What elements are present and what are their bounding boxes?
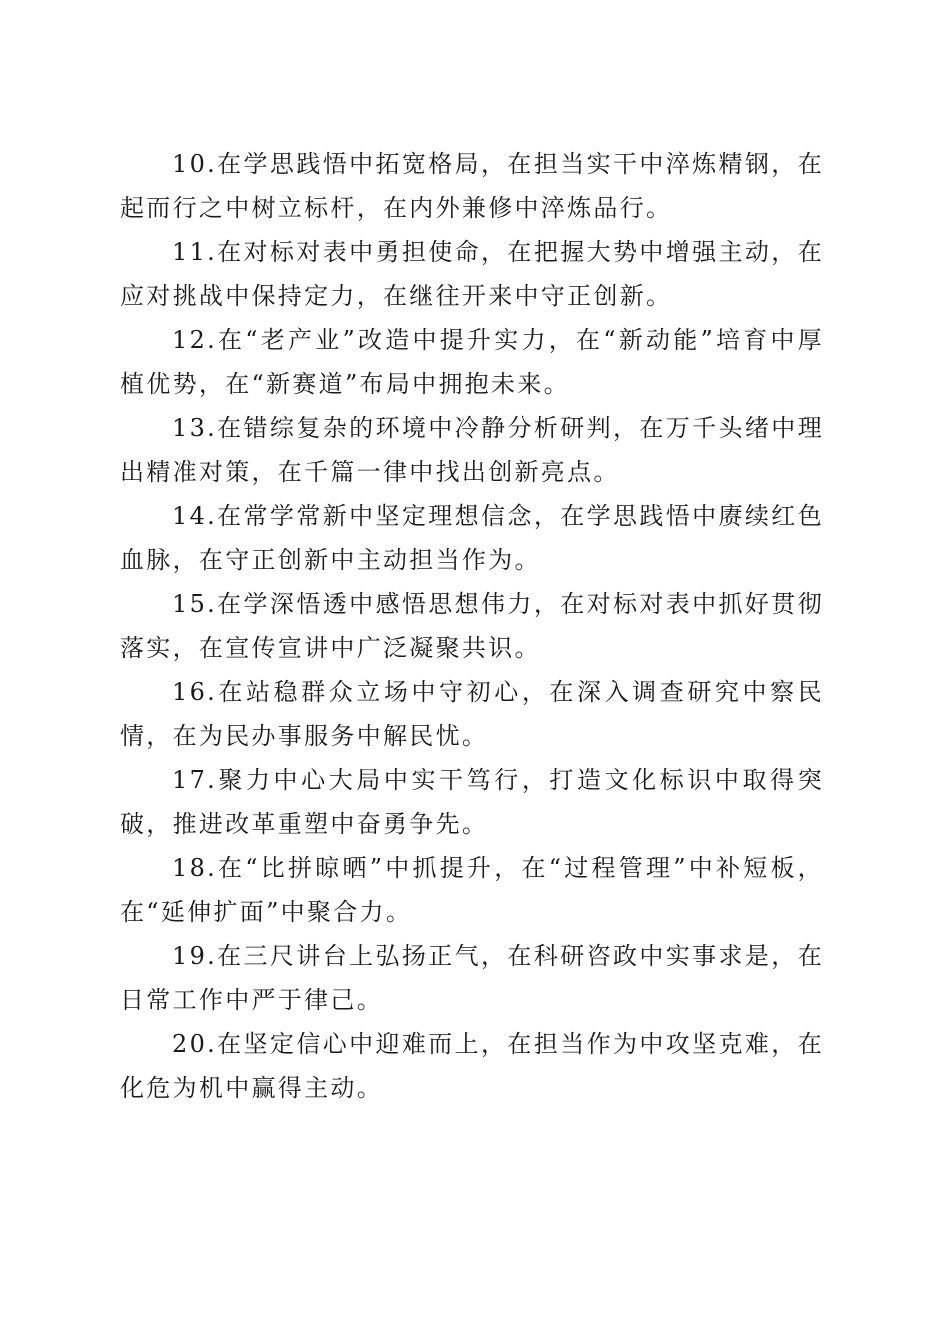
list-item: 15.在学深悟透中感悟思想伟力，在对标对表中抓好贯彻落实，在宣传宣讲中广泛凝聚共识。 [120, 590, 824, 662]
list-item: 18.在“比拼晾晒”中抓提升，在“过程管理”中补短板，在“延伸扩面”中聚合力。 [120, 854, 824, 926]
list-item: 13.在错综复杂的环境中冷静分析研判，在万千头绪中理出精准对策，在千篇一律中找出创新亮点。 [120, 414, 824, 486]
document-body [120, 142, 824, 1110]
list-item: 14.在常学常新中坚定理想信念，在学思践悟中赓续红色血脉，在守正创新中主动担当作为。 [120, 502, 824, 574]
list-item: 20.在坚定信心中迎难而上，在担当作为中攻坚克难，在化危为机中赢得主动。 [120, 1030, 824, 1102]
list-item: 16.在站稳群众立场中守初心，在深入调查研究中察民情，在为民办事服务中解民忧。 [120, 678, 824, 750]
list-item: 10.在学思践悟中拓宽格局，在担当实干中淬炼精钢，在起而行之中树立标杆，在内外兼修中淬炼品行。 [120, 150, 824, 222]
list-item: 12.在“老产业”改造中提升实力，在“新动能”培育中厚植优势，在“新赛道”布局中拥抱未来。 [120, 326, 824, 398]
list-item: 11.在对标对表中勇担使命，在把握大势中增强主动，在应对挑战中保持定力，在继往开来中守正创新。 [120, 238, 824, 310]
list-item: 19.在三尺讲台上弘扬正气，在科研咨政中实事求是，在日常工作中严于律己。 [120, 942, 824, 1014]
list-item: 17.聚力中心大局中实干笃行，打造文化标识中取得突破，推进改革重塑中奋勇争先。 [120, 766, 824, 838]
